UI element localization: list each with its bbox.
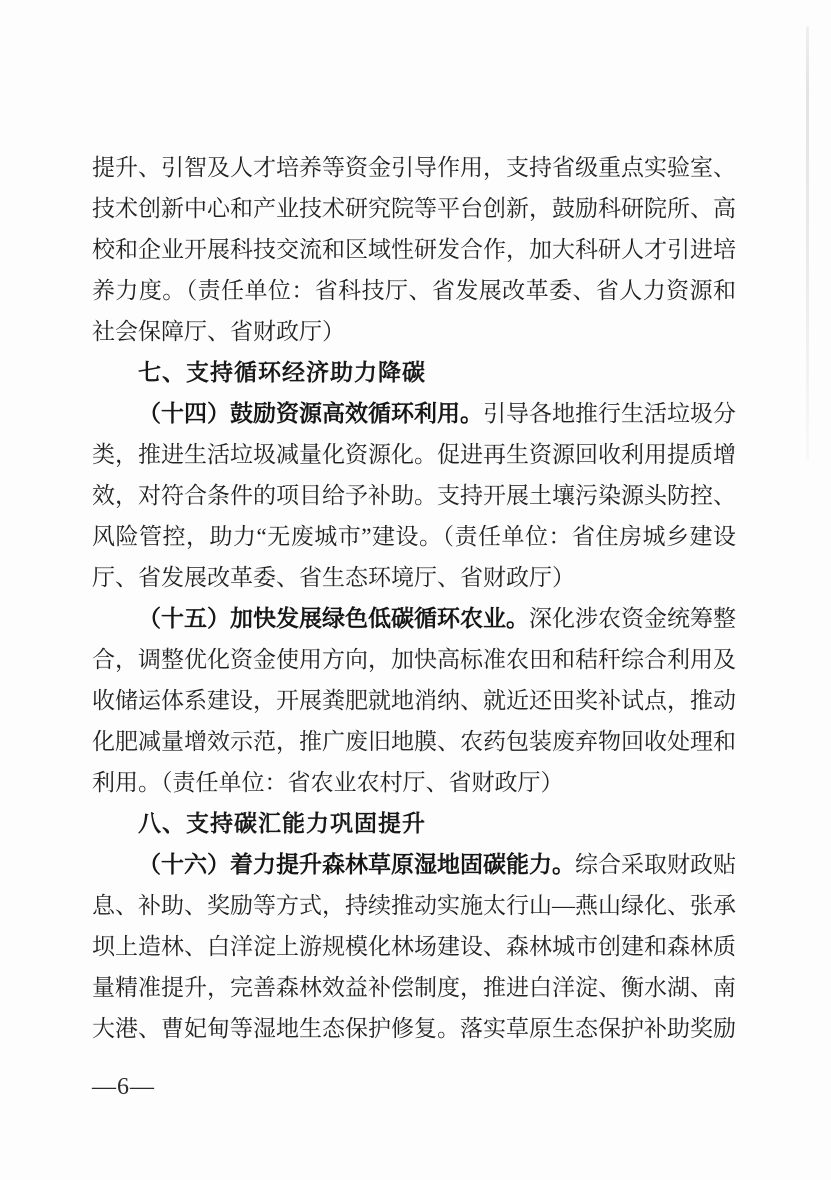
- page-number: —6—: [92, 1074, 155, 1100]
- document-body: [92, 147, 736, 1049]
- clause-fourteen-title: （十四）鼓励资源高效循环利用。: [138, 401, 483, 426]
- clause-fourteen-text: 引导各地推行生活垃圾分类，推进生活垃圾减量化资源化。促进再生资源回收利用提质增效，对符合条件的项目给予补助。支持开展土壤污染源头防控、风险管控，助力“无废城市”建设。（责任单位：省住房城乡建设厅、省发展改革委、省生态环境厅、省财政厅）: [92, 401, 736, 590]
- scan-edge-artifact: [806, 26, 809, 461]
- clause-sixteen-text: 综合采取财政贴息、补助、奖励等方式，持续推动实施太行山—燕山绿化、张承坝上造林、白洋淀上游规模化林场建设、森林城市创建和森林质量精准提升，完善森林效益补偿制度，推进白洋淀、衡水湖、南大港、曹妃甸等湿地生态保护修复。落实草原生态保护补助奖励: [92, 852, 736, 1041]
- clause-fifteen-text: 深化涉农资金统筹整合，调整优化资金使用方向，加快高标准农田和秸秆综合利用及收储运体系建设，开展粪肥就地消纳、就近还田奖补试点，推动化肥减量增效示范，推广废旧地膜、农药包装废弃物回收处理和利用。（责任单位：省农业农村厅、省财政厅）: [92, 606, 736, 795]
- clause-sixteen-title: （十六）着力提升森林草原湿地固碳能力。: [138, 852, 575, 877]
- section-heading-seven: 七、支持循环经济助力降碳: [138, 359, 426, 385]
- continued-paragraph: 提升、引智及人才培养等资金引导作用，支持省级重点实验室、技术创新中心和产业技术研究院等平台创新，鼓励科研院所、高校和企业开展科技交流和区域性研发合作，加大科研人才引进培养力度。（责任单位：省科技厅、省发展改革委、省人力资源和社会保障厅、省财政厅）: [92, 155, 736, 344]
- section-heading-eight: 八、支持碳汇能力巩固提升: [138, 810, 426, 836]
- clause-fourteen-paragraph: [92, 393, 736, 598]
- clause-fifteen-paragraph: [92, 598, 736, 803]
- clause-fifteen-title: （十五）加快发展绿色低碳循环农业。: [138, 606, 529, 631]
- clause-sixteen-paragraph: [92, 844, 736, 1049]
